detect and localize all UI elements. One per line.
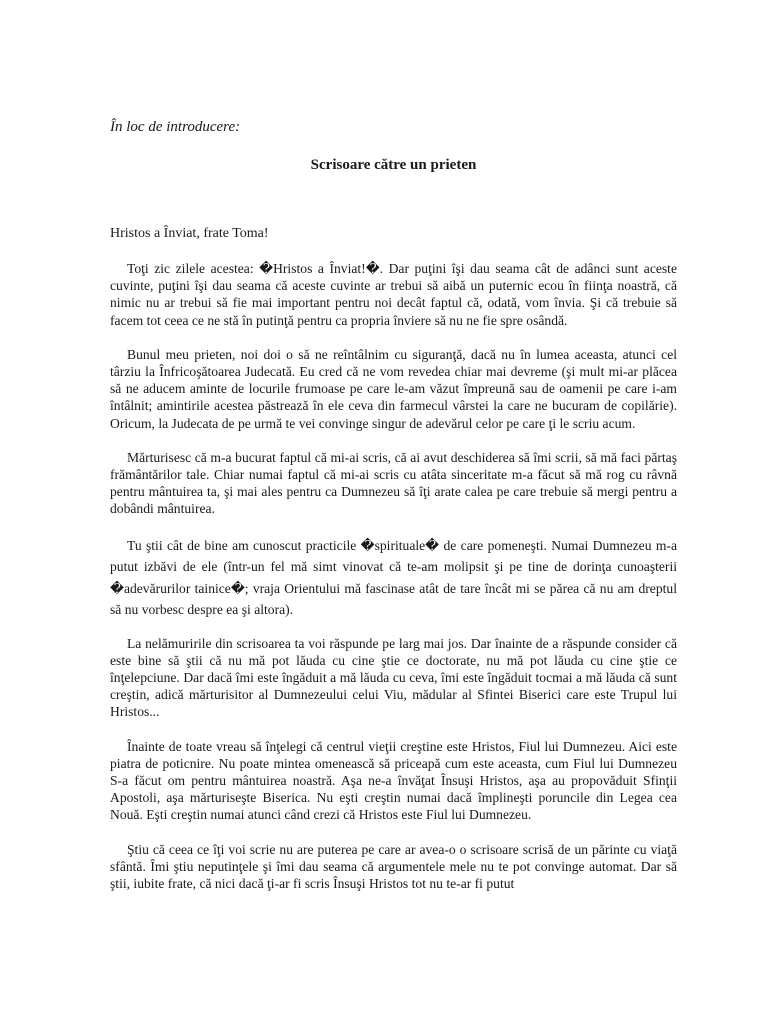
paragraph-5 xyxy=(110,635,677,721)
paragraph-7-text: Ştiu că ceea ce îţi voi scrie nu are puterea pe care ar avea-o o scrisoare scrisă de un părinte cu viaţă sfântă. Îmi ştiu neputinţele şi îmi dau seama că argumentele mele nu te pot convinge automat. Dar să ştii, iubite frate, că nici dacă ţi-ar fi scris Însuşi Hristos tot nu te-ar fi putut xyxy=(110,841,677,892)
paragraph-2 xyxy=(110,346,677,432)
letter-title: Scrisoare către un prieten xyxy=(310,157,477,173)
paragraph-1-text: Toţi zic zilele acestea: �Hristos a Înviat!�. Dar puţini îşi dau seama cât de adânci sunt aceste cuvinte, puţini îşi dau seama că aceste cuvinte ar trebui să aibă un puternic ecou în fiinţa noastră, că nimic nu ar trebui să fie mai important pentru noi decât faptul că, odată, vom învia. Şi că trebuie să facem tot ceea ce ne stă în putinţă pentru ca propria înviere să nu ne fie spre osândă. xyxy=(110,261,677,328)
document-page xyxy=(110,118,677,909)
paragraph-1 xyxy=(110,260,677,329)
paragraph-5-text: La nelămuririle din scrisoarea ta voi răspunde pe larg mai jos. Dar înainte de a răspunde consider că este bine să ştii că nu mă pot lăuda cu cine ştie ce doctorate, nu mă pot lăuda cu cine ştie ce înţelepciune. Dar dacă îmi este îngăduit a mă lăuda cu ceva, îmi este îngăduit tocmai a mă lăuda că sunt creştin, adică mărturisitor al Dumnezeului celui Viu, mădular al Sfintei Biserici care este Trupul lui Hristos... xyxy=(110,635,677,720)
paragraph-2-text: Bunul meu prieten, noi doi o să ne reîntâlnim cu siguranţă, dacă nu în lumea aceasta, atunci cel târziu la Înfricoşătoarea Judecată. Eu cred că ne vom revedea chiar mai devreme (şi mult mi-ar plăcea să ne aducem aminte de locurile frumoase pe care le-am văzut împreună sau de oamenii pe care i-am întâlnit; amintirile acestea păstrează în ele ceva din farmecul vârstei la care ne bucuram de copilărie). Oricum, la Judecata de pe urmă te vei convinge singur de adevărul celor pe care ţi le scriu acum. xyxy=(110,346,677,431)
paragraph-4-text: Tu ştii cât de bine am cunoscut practicile �spirituale� de care pomeneşti. Numai Dumnezeu m-a putut izbăvi de ele (într-un fel mă simt vinovat că te-am molipsit şi pe tine de dorinţa cunoaşterii �adevărurilor tainice�; vraja Orientului mă fascinase atât de tare încât mi se părea că nu am dreptul să nu vorbesc despre ea şi altora). xyxy=(110,537,677,618)
paragraph-3 xyxy=(110,449,677,518)
paragraph-4 xyxy=(110,535,677,621)
paragraph-6 xyxy=(110,738,677,824)
paragraph-7 xyxy=(110,841,677,893)
paragraph-3-text: Mărturisesc că m-a bucurat faptul că mi-ai scris, că ai avut deschiderea să îmi scrii, să mă faci părtaş frământărilor tale. Chiar numai faptul că mi-ai scris cu atâta sinceritate m-a făcut să mă rog cu râvnă pentru mântuirea ta, şi mai ales pentru ca Dumnezeu să îţi arate calea pe care trebuie să mergi pentru a dobândi mântuirea. xyxy=(110,449,677,517)
paragraph-6-text: Înainte de toate vreau să înţelegi că centrul vieţii creştine este Hristos, Fiul lui Dumnezeu. Aici este piatra de poticnire. Nu poate mintea omenească să priceapă cum este aceasta, cum Fiul lui Dumnezeu S-a făcut om pentru mântuirea noastră. Aşa ne-a învăţat Însuşi Hristos, aşa au propovăduit Sfinţii Apostoli, aşa mărturiseşte Biserica. Nu eşti creştin numai dacă împlineşti poruncile din Legea cea Nouă. Eşti creştin numai atunci când crezi că Hristos este Fiul lui Dumnezeu. xyxy=(110,738,677,823)
greeting-line: Hristos a Înviat, frate Toma! xyxy=(110,226,269,241)
intro-heading: În loc de introducere: xyxy=(110,119,241,135)
